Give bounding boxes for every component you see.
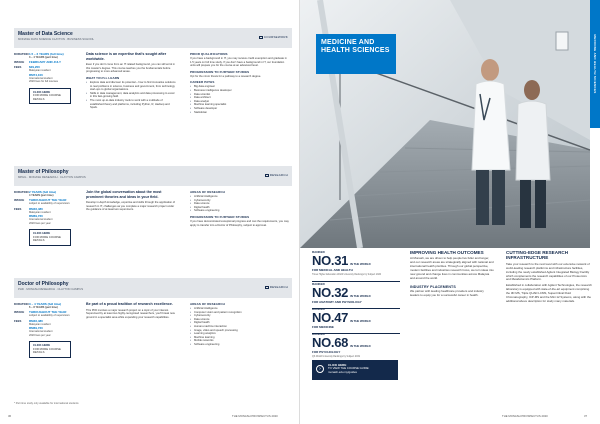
banner-line-1: MEDICINE AND <box>321 39 375 46</box>
learn-list <box>86 81 176 110</box>
course-heading: Be part of a proud tradition of research excellence. <box>86 302 173 306</box>
list-item: • Data science <box>190 318 290 322</box>
course-type-label: RESEARCH <box>269 173 288 177</box>
progression-text: If you have demonstrated exceptional progress and met the requirements, you may apply to transfer into a Doctor of Philosophy, subject to approval. <box>190 219 289 227</box>
page-number-right: 37 <box>584 414 588 418</box>
course-heading: Join the global conversation about the most prominent theories and ideas in your field. <box>86 190 162 199</box>
rank-field: FOR MEDICAL AND HEALTH <box>312 268 353 272</box>
fees-domestic-note: Malaysian resident <box>29 69 51 73</box>
research-icon <box>265 286 269 289</box>
duration-label: DURATION <box>14 190 29 194</box>
course-header <box>14 166 292 186</box>
course-overview <box>86 52 176 110</box>
duration-value: 2 YEARS (full time) <box>29 190 57 194</box>
list-item: • Machine learning <box>190 336 290 340</box>
fees-domestic-note: Malaysian resident <box>29 322 51 326</box>
rank-source: Times Higher Education World University Rankings by Subject 2020 <box>312 274 382 276</box>
course-type-tag <box>259 35 288 39</box>
list-item: • Machine learning specialist <box>190 103 290 107</box>
banner-line-2: HEALTH SCIENCES <box>321 47 390 54</box>
fees-year: 2020 fees per year <box>29 333 51 337</box>
list-item: • Data analyst <box>190 100 290 104</box>
section-text: At Monash, we are driven to help people live fuller and longer, and our research areas are strategically aligned with national and international health priorities. Through our global perspective, modern facilities and industries research focus, we turn ideas into new ground and change lives in communities across Malaysia and around the world. <box>410 256 494 280</box>
intake-row <box>14 310 78 317</box>
prior-text: If you have a background in IT, you may receive credit exemption and graduate in 1.5 years on full time study. If you don't have a background in IT, our foundation units will prepare you for the course at an advanced level. <box>190 57 287 68</box>
course-facts <box>14 190 78 246</box>
list-item: • Data science <box>190 202 290 206</box>
course-requirements <box>190 52 290 114</box>
rank-scope: IN THE WORLD <box>350 318 371 323</box>
intake-label: INTAKE <box>14 198 25 203</box>
list-item: • Cybersecurity <box>190 314 290 318</box>
section-heading: IMPROVING HEALTH OUTCOMES <box>410 250 484 255</box>
health-outcomes-column <box>410 250 494 300</box>
intake-value: THROUGHOUT THE YEAR <box>29 310 67 315</box>
ranking-anatomy <box>312 282 400 309</box>
list-item: • The most up-to-date industry tools to work with a multitude of established theory and platforms, including Python, R, Hadoop and Spark. <box>86 99 176 110</box>
careers-heading: CAREER PATHS <box>190 80 215 85</box>
guide-url: monash.edu.my/guides <box>328 369 357 374</box>
list-item: • Human-machine interaction <box>190 325 290 329</box>
areas-list <box>190 307 290 347</box>
course-title: Master of Data Science <box>18 31 73 37</box>
course-overview <box>86 190 176 214</box>
duration-label: DURATION <box>14 302 29 306</box>
progression-heading: PROGRESSION TO FURTHER STUDIES <box>190 214 250 219</box>
rank-number: NO.32 <box>312 285 349 300</box>
list-item: • Software developer <box>190 107 290 111</box>
list-item: • Data architect <box>190 96 290 100</box>
section-text-2: Established in collaboration with Agilent Technologies, the research laboratory is equipped with state-of-the-art equipment comprising the 3D MS, Triple QUAD LCMS, Supercritical Fluid Chromatography, ICP-MS and the Mini 12 Systems, along with the additional above description for study many materials. <box>506 283 592 303</box>
guide-text: TO VIEW THE COURSE GUIDE: <box>328 366 370 370</box>
course-research <box>190 190 290 229</box>
course-research <box>190 302 290 347</box>
areas-list <box>190 195 290 213</box>
learn-heading: WHAT YOU'LL LEARN <box>86 75 120 80</box>
section-text: Take your research to the next level with our extensive network of world-leading research platforms and infrastructure facilities, including the newly established Agilent Integrated Biology Facility which complements the research capabilities of our Proteomics and Metabolomics Platform. <box>506 261 590 282</box>
list-item: • Digital health <box>190 321 290 325</box>
fees-domestic: RM46,480 <box>29 206 43 211</box>
footer-title-right: THE MONASH PROSPECTUS 2020 <box>502 414 548 418</box>
list-item: • Artificial intelligence <box>190 307 290 311</box>
duration-label: DURATION <box>14 52 29 56</box>
cta-title: CLICK HERE <box>33 343 51 348</box>
rank-number: NO.68 <box>312 335 349 350</box>
list-item: • Image, video and speech processing <box>190 329 290 333</box>
intake-value: FEBRUARY AND JULY <box>29 60 61 65</box>
list-item: • Business intelligence developer <box>190 89 290 93</box>
course-doctor-philosophy <box>14 278 292 398</box>
rank-field: FOR PSYCHOLOGY <box>312 350 341 354</box>
fees-intl: RM74,100 <box>29 72 43 77</box>
cta-title: CLICK HERE <box>33 231 51 236</box>
course-type-label: COURSEWORK <box>263 35 288 39</box>
fees-row <box>14 319 78 337</box>
intake-label: INTAKE <box>14 60 25 65</box>
rank-field: FOR MEDICINE <box>312 325 334 329</box>
section-tab <box>590 0 600 128</box>
course-type-tag <box>265 173 288 177</box>
list-item: • Digital health <box>190 206 290 210</box>
intake-row <box>14 60 78 64</box>
faculty-banner <box>316 34 396 74</box>
fees-intl: RM69,720 <box>29 326 43 331</box>
fees-domestic-note: Malaysian resident <box>29 210 51 214</box>
fees-row <box>14 65 78 83</box>
course-type-tag <box>265 285 288 289</box>
areas-heading: AREAS OF RESEARCH <box>190 190 225 194</box>
fees-label: FEES <box>14 318 22 323</box>
duration-value: 1.5 – 2 YEARS (full time) <box>29 52 64 56</box>
rank-label: RANKED <box>312 332 325 336</box>
list-item: • Software engineering <box>190 209 290 213</box>
cta-text: FOR MORE COURSE DETAILS <box>33 234 61 243</box>
fees-intl-note: International student <box>29 218 53 222</box>
course-header <box>14 278 292 298</box>
course-heading: Data science is an expertise that's sought after worldwide. <box>86 52 167 61</box>
rank-scope: IN THE WORLD <box>350 293 371 298</box>
fees-domestic: RM46,480 <box>29 318 43 323</box>
progression-heading: PROGRESSION TO FURTHER STUDIES <box>190 69 250 74</box>
course-type-label: RESEARCH <box>269 285 288 289</box>
list-item: • Learning analytics <box>190 332 290 336</box>
fees-row <box>14 207 78 225</box>
duration-row <box>14 302 78 309</box>
course-header <box>14 28 292 48</box>
right-page <box>300 0 600 424</box>
cta-title: CLICK HERE <box>33 89 51 94</box>
section-heading: CUTTING-EDGE RESEARCH INFRASTRUCTURE <box>506 250 569 261</box>
course-title: Master of Philosophy <box>18 169 69 175</box>
intake-row <box>14 198 78 205</box>
ranking-psychology <box>312 332 400 359</box>
footer-title-left: THE MONASH PROSPECTUS 2020 <box>232 414 278 418</box>
course-title: Doctor of Philosophy <box>18 281 69 287</box>
intake-note: subject to availability of supervisors <box>29 202 70 206</box>
fees-domestic: $29,200 <box>29 65 40 70</box>
progression-text: Opt for the minor thesis for a pathway to a research degree. <box>190 74 262 78</box>
list-item: • Explore data and discover its potential – how to find innovative solutions to real problems in science, business and government, from technology start-ups to global organisations. <box>86 81 176 92</box>
guide-title: CLICK HERE <box>328 363 347 367</box>
course-master-data-science <box>14 28 292 156</box>
fees-year: 2020 fees for full courses <box>29 80 58 84</box>
fees-intl-note: International student <box>29 76 53 80</box>
section-tab-label: MEDICINE AND HEALTH SCIENCES <box>593 34 597 94</box>
duration-alt: 6 – 8 YEARS (part time) <box>29 306 58 309</box>
rank-source: QS World University Rankings by Subject 2019 <box>312 356 360 358</box>
rank-number: NO.31 <box>312 253 349 268</box>
fees-intl: RM69,720 <box>29 214 43 219</box>
page-number-left: 36 <box>8 414 12 418</box>
list-item: • Cybersecurity <box>190 199 290 203</box>
fees-intl-note: International student <box>29 330 53 334</box>
intake-note: subject to availability of supervisors <box>29 314 70 318</box>
list-item: • Data scientist <box>190 93 290 97</box>
course-overview <box>86 302 176 321</box>
list-item: • Computer vision and pattern recognition <box>190 311 290 315</box>
research-icon <box>265 174 269 177</box>
ranking-medicine <box>312 307 400 334</box>
list-item: • Mobile networks <box>190 339 290 343</box>
course-details-link[interactable] <box>29 229 71 246</box>
rank-label: RANKED <box>312 250 325 254</box>
duration-alt: 4 YEARS (part time) <box>29 194 54 197</box>
list-item: • Skills in data management, data analytics and data processing to excel in this fast-growing field. <box>86 92 176 99</box>
cta-text: FOR MORE COURSE DETAILS <box>33 93 61 101</box>
course-paragraph: This PhD involves a major research project on a topic of your interest. Supervised by at least two highly-recognised researchers, you'll break new ground in a specialist area while expanding your research capabilities. <box>86 308 175 319</box>
course-details-link[interactable] <box>29 88 71 105</box>
coursework-icon <box>259 36 263 39</box>
areas-heading: AREAS OF RESEARCH <box>190 302 225 306</box>
duration-alt: 3 – 4 YEARS (part time) <box>29 56 58 59</box>
fees-label: FEES <box>14 65 22 70</box>
footnote: * Part time study only available for international students <box>14 402 79 405</box>
duration-row <box>14 52 78 59</box>
rank-scope: IN THE WORLD <box>350 261 371 266</box>
arrow-right-icon: › <box>316 365 324 373</box>
duration-row <box>14 190 78 197</box>
course-paragraph: Even if you don't come from an IT related background, you can still enrol in this master's degree. This course teaches you the fundamentals before progressing to more advanced areas. <box>86 63 175 74</box>
list-item: • Software engineering <box>190 343 290 347</box>
fees-year: 2020 fees per year <box>29 221 51 225</box>
list-item: • Artificial intelligence <box>190 195 290 199</box>
ranking-medical <box>312 250 400 282</box>
section-subheading: INDUSTRY PLACEMENTS <box>410 284 456 289</box>
course-facts <box>14 52 78 104</box>
course-details-link[interactable] <box>29 341 71 358</box>
rank-label: RANKED <box>312 282 325 286</box>
course-facts <box>14 302 78 358</box>
cta-text: FOR MORE COURSE DETAILS <box>33 346 61 355</box>
careers-list <box>190 85 290 114</box>
list-item: • Statistician <box>190 111 290 115</box>
course-subtitle: PHD · MONASH RESEARCH · CLAYTON CAMPUS <box>18 287 84 291</box>
rank-field: FOR ANATOMY AND PHYSIOLOGY <box>312 300 362 304</box>
prior-heading: PRIOR QUALIFICATIONS <box>190 52 228 56</box>
course-master-philosophy <box>14 166 292 266</box>
duration-value: 3 – 4 YEARS (full time) <box>29 302 62 306</box>
course-paragraph: Develop in-depth knowledge, expertise and skills through the application of research in IT, challenges as you complete a major research project under the guidance of at least two supervisors. <box>86 201 176 212</box>
section-subtext: We partner with leading healthcare providers and industry leaders to equip you for a successful career in health. <box>410 288 484 297</box>
research-infrastructure-column <box>506 250 592 306</box>
course-subtitle: MPHIL · MONASH RESEARCH · CLAYTON CAMPUS <box>18 175 86 179</box>
intake-value: THROUGHOUT THE YEAR <box>29 198 67 203</box>
rank-label: RANKED <box>312 307 325 311</box>
course-guide-link[interactable] <box>312 360 398 380</box>
fees-label: FEES <box>14 206 22 211</box>
rank-scope: IN THE WORLD <box>350 343 371 348</box>
rank-number: NO.47 <box>312 310 349 325</box>
course-subtitle: MONASH DATA SCIENCE CLAYTON · BUSINESS SCHOOL <box>18 37 95 41</box>
list-item: • Big data engineer <box>190 85 290 89</box>
intake-label: INTAKE <box>14 310 25 315</box>
